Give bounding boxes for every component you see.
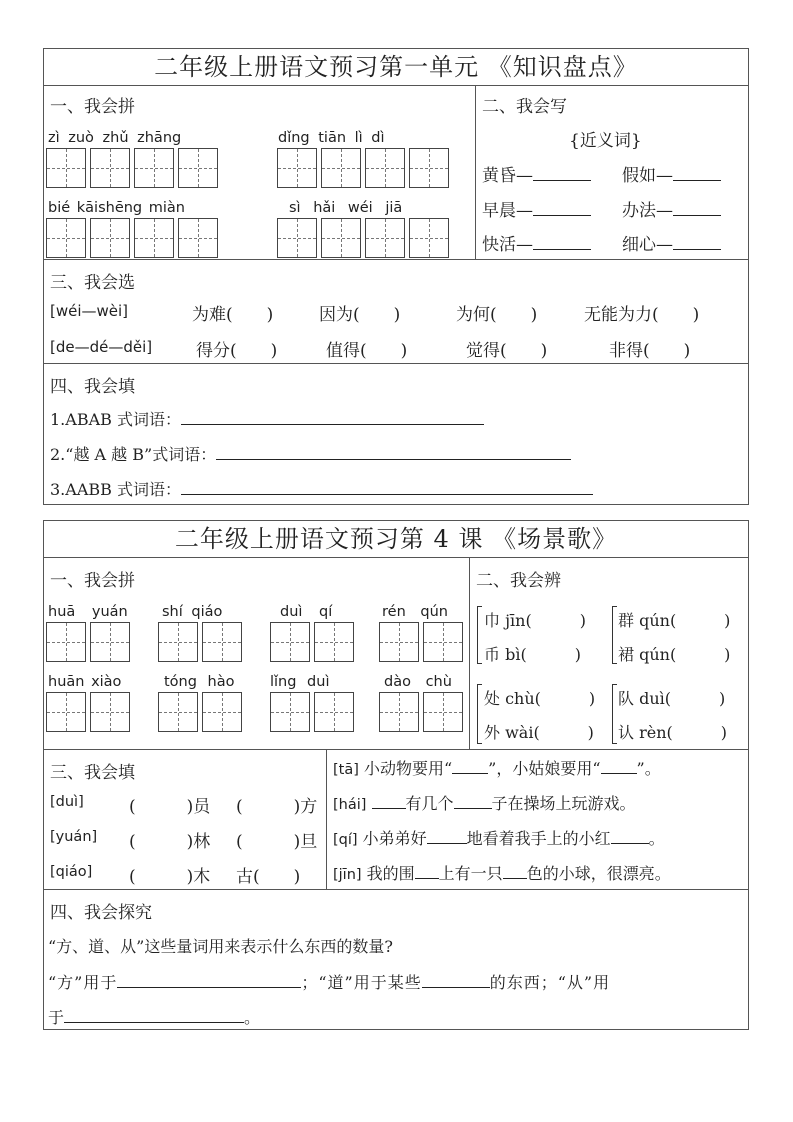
- char-grid-cell[interactable]: [46, 692, 86, 732]
- answer-blank[interactable]: [454, 794, 492, 809]
- question-text: “方、道、从”这些量词用来表示什么东西的数量?: [48, 937, 393, 956]
- char-grid-cell[interactable]: [134, 218, 174, 258]
- pinyin-label: bié kāishēng miàn: [48, 200, 185, 216]
- pinyin-label: zì zuò zhǔ zhāng: [48, 130, 182, 146]
- section-heading: 三、我会选: [50, 273, 135, 293]
- synonym-item: 快活—: [482, 230, 591, 255]
- char-grid-cell[interactable]: [379, 622, 419, 662]
- synonym-item: 细心—: [622, 230, 721, 255]
- fill-item[interactable]: ( )员: [129, 797, 211, 817]
- char-grid-cell[interactable]: [423, 692, 463, 732]
- sentence: [jīn] 我的围 上有一只 色的小球，很漂亮。: [333, 864, 671, 883]
- synonym-item: 黄昏—: [482, 161, 591, 186]
- bian-item[interactable]: 裙 qún( ): [618, 645, 731, 664]
- char-grid-group[interactable]: [158, 622, 246, 662]
- fill-item[interactable]: ( )旦: [236, 832, 318, 852]
- answer-blank[interactable]: [452, 759, 488, 774]
- option-tag: [wéi—wèi]: [50, 302, 129, 320]
- char-grid-cell[interactable]: [379, 692, 419, 732]
- choice-item[interactable]: 非得( ): [609, 341, 691, 361]
- answer-blank[interactable]: [422, 973, 490, 988]
- fill-item: 2.“越 A 越 B”式词语：: [50, 442, 571, 465]
- char-grid-cell[interactable]: [90, 622, 130, 662]
- answer-blank[interactable]: [601, 759, 637, 774]
- char-grid-cell[interactable]: [314, 622, 354, 662]
- section-heading: 一、我会拼: [50, 97, 135, 117]
- fill-item[interactable]: ( )林: [129, 832, 211, 852]
- worksheet-lesson4: [43, 520, 749, 1030]
- char-grid-group[interactable]: [379, 692, 467, 732]
- char-grid-group[interactable]: [46, 218, 222, 258]
- char-grid-group[interactable]: [46, 148, 222, 188]
- char-grid-cell[interactable]: [321, 148, 361, 188]
- answer-blank[interactable]: [673, 201, 721, 216]
- char-grid-cell[interactable]: [178, 148, 218, 188]
- page-title: 二年级上册语文预习第一单元 《知识盘点》: [44, 49, 748, 86]
- choice-item[interactable]: 值得( ): [326, 341, 408, 361]
- char-grid-cell[interactable]: [409, 218, 449, 258]
- answer-blank[interactable]: [181, 410, 484, 425]
- section-pin-write: [44, 86, 748, 260]
- char-grid-group[interactable]: [46, 622, 134, 662]
- bian-item[interactable]: 处 chù( ): [484, 689, 596, 708]
- answer-blank[interactable]: [533, 201, 591, 216]
- answer-blank[interactable]: [611, 829, 649, 844]
- fill-item[interactable]: ( )木: [129, 867, 211, 887]
- pinyin-label: huān xiào: [48, 674, 122, 690]
- char-grid-cell[interactable]: [134, 148, 174, 188]
- pinyin-label: sì hǎi wéi jiā: [289, 200, 403, 216]
- fill-item: 1.ABAB 式词语：: [50, 407, 484, 430]
- section-heading: 二、我会辨: [476, 571, 561, 591]
- section-fill: [44, 364, 748, 505]
- pinyin-label: lǐng duì: [270, 674, 330, 690]
- answer-blank[interactable]: [216, 445, 571, 460]
- answer-blank[interactable]: [427, 829, 467, 844]
- sentence: [tā] 小动物要用“ ”，小姑娘要用“ ”。: [333, 759, 661, 778]
- char-grid-cell[interactable]: [46, 148, 86, 188]
- pinyin-label: dǐng tiān lì dì: [278, 130, 385, 146]
- pinyin-tag: [qiáo]: [50, 864, 93, 880]
- char-grid-cell[interactable]: [158, 692, 198, 732]
- char-grid-cell[interactable]: [409, 148, 449, 188]
- section-heading: 二、我会写: [482, 97, 567, 117]
- choice-item[interactable]: 觉得( ): [466, 341, 548, 361]
- column-divider: [469, 558, 470, 749]
- bracket: [477, 606, 482, 664]
- char-grid-cell[interactable]: [178, 218, 218, 258]
- sentence: [qí] 小弟弟好 地看着我手上的小红 。: [333, 829, 665, 848]
- char-grid-cell[interactable]: [90, 148, 130, 188]
- answer-blank[interactable]: [372, 794, 406, 809]
- fill-item[interactable]: 古( ): [236, 867, 301, 887]
- char-grid-group[interactable]: [379, 622, 467, 662]
- column-divider: [475, 86, 476, 259]
- char-grid-cell[interactable]: [46, 218, 86, 258]
- char-grid-cell[interactable]: [321, 218, 361, 258]
- sentence: [hái] 有几个 子在操场上玩游戏。: [333, 794, 636, 813]
- pinyin-label: rén qún: [382, 604, 448, 620]
- char-grid-cell[interactable]: [365, 148, 405, 188]
- fill-item: 3.AABB 式词语：: [50, 477, 593, 500]
- pinyin-label: shí qiáo: [162, 604, 223, 620]
- bian-item[interactable]: 群 qún( ): [618, 611, 731, 630]
- option-tag: [de—dé—děi]: [50, 338, 153, 356]
- char-grid-cell[interactable]: [270, 622, 310, 662]
- char-grid-group[interactable]: [277, 218, 453, 258]
- char-grid-cell[interactable]: [423, 622, 463, 662]
- bian-item[interactable]: 币 bì( ): [484, 645, 581, 664]
- section-heading: 四、我会填: [50, 377, 135, 397]
- worksheet-unit1: [43, 48, 749, 505]
- section-heading: 三、我会填: [50, 763, 135, 783]
- answer-blank[interactable]: [181, 480, 593, 495]
- answer-blank[interactable]: [64, 1008, 244, 1023]
- choice-item[interactable]: 因为( ): [319, 305, 401, 325]
- char-grid-group[interactable]: [270, 692, 358, 732]
- pinyin-tag: [yuán]: [50, 829, 98, 845]
- bracket: [477, 684, 482, 744]
- char-grid-cell[interactable]: [46, 622, 86, 662]
- choice-item[interactable]: 得分( ): [196, 341, 278, 361]
- section-tian-sentences: [44, 750, 748, 890]
- answer-blank[interactable]: [117, 973, 301, 988]
- page-title: 二年级上册语文预习第 4 课 《场景歌》: [44, 521, 748, 558]
- bian-item[interactable]: 认 rèn( ): [618, 723, 727, 742]
- choice-item[interactable]: 无能为力( ): [584, 305, 700, 325]
- section-choose: [44, 260, 748, 364]
- answer-line: 于 。: [48, 1008, 261, 1027]
- char-grid-cell[interactable]: [365, 218, 405, 258]
- char-grid-group[interactable]: [277, 148, 453, 188]
- answer-blank[interactable]: [415, 864, 439, 879]
- char-grid-cell[interactable]: [90, 692, 130, 732]
- char-grid-cell[interactable]: [277, 218, 317, 258]
- synonym-item: 办法—: [622, 196, 721, 221]
- char-grid-cell[interactable]: [202, 692, 242, 732]
- bian-item[interactable]: 队 duì( ): [618, 689, 726, 708]
- synonym-item: 早晨—: [482, 196, 591, 221]
- answer-blank[interactable]: [533, 235, 591, 250]
- section-heading: 一、我会拼: [50, 571, 135, 591]
- char-grid-cell[interactable]: [202, 622, 242, 662]
- char-grid-group[interactable]: [270, 622, 358, 662]
- bian-item[interactable]: 外 wài( ): [484, 723, 594, 742]
- pinyin-label: huā yuán: [48, 604, 128, 620]
- bian-item[interactable]: 巾 jīn( ): [484, 611, 586, 630]
- char-grid-cell[interactable]: [158, 622, 198, 662]
- answer-blank[interactable]: [503, 864, 527, 879]
- answer-blank[interactable]: [673, 166, 721, 181]
- char-grid-group[interactable]: [46, 692, 134, 732]
- char-grid-cell[interactable]: [270, 692, 310, 732]
- pinyin-label: duì qí: [280, 604, 333, 620]
- bracket: [612, 684, 617, 744]
- choice-item[interactable]: 为难( ): [192, 305, 274, 325]
- char-grid-cell[interactable]: [314, 692, 354, 732]
- char-grid-cell[interactable]: [90, 218, 130, 258]
- answer-blank[interactable]: [673, 235, 721, 250]
- column-divider: [326, 750, 327, 889]
- fill-item[interactable]: ( )方: [236, 797, 318, 817]
- pinyin-tag: [duì]: [50, 794, 84, 810]
- answer-line: “方”用于 ；“道”用于某些 的东西；“从”用: [48, 973, 611, 992]
- pinyin-label: tóng hào: [164, 674, 235, 690]
- char-grid-group[interactable]: [158, 692, 246, 732]
- char-grid-cell[interactable]: [277, 148, 317, 188]
- choice-item[interactable]: 为何( ): [456, 305, 538, 325]
- subheading: {近义词}: [569, 131, 642, 151]
- bracket: [612, 606, 617, 664]
- section-explore: [44, 890, 748, 1030]
- pinyin-label: dào chù: [384, 674, 452, 690]
- section-pin-bian: [44, 558, 748, 750]
- answer-blank[interactable]: [533, 166, 591, 181]
- section-heading: 四、我会探究: [50, 903, 152, 923]
- synonym-item: 假如—: [622, 161, 721, 186]
